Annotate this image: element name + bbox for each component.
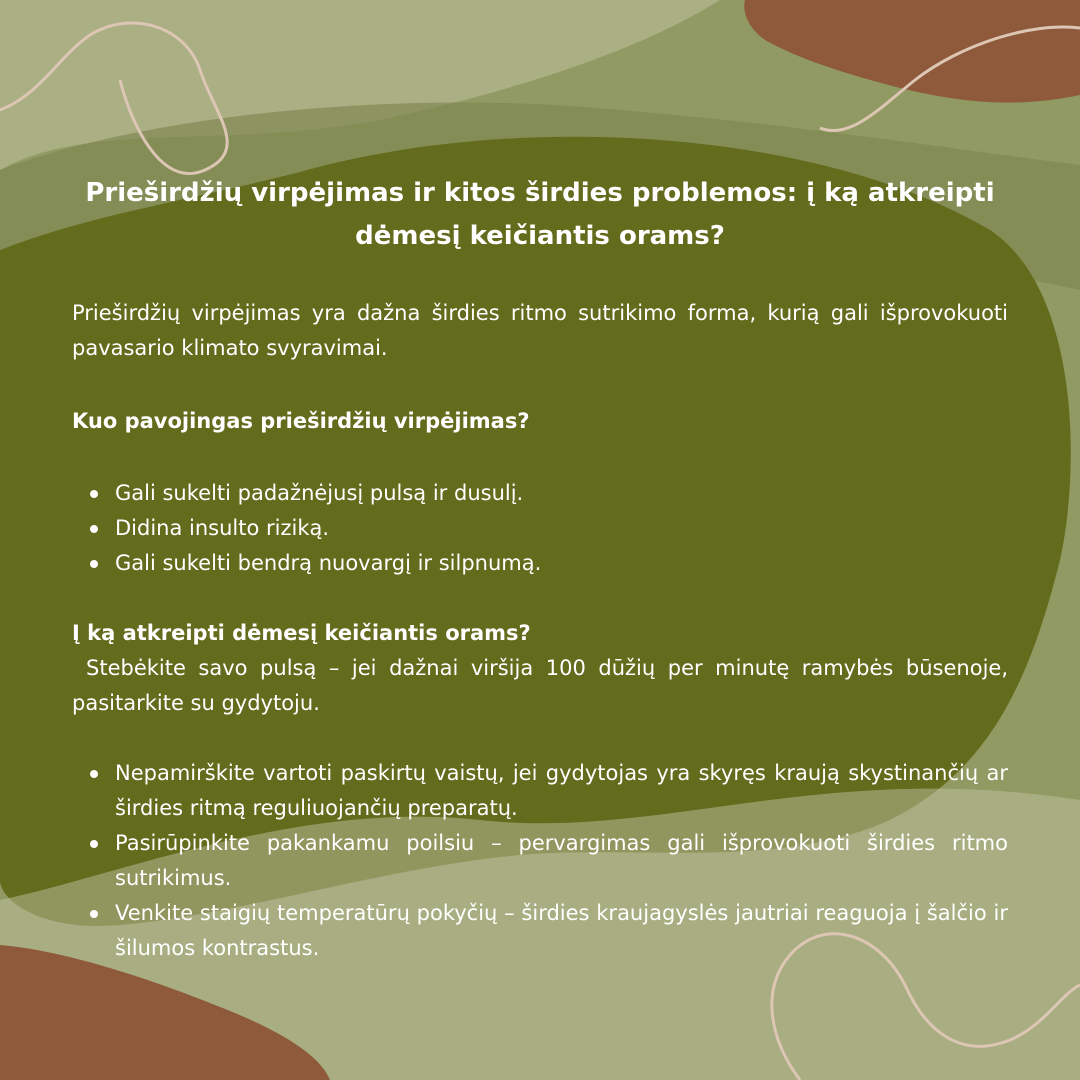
advice-paragraph: Stebėkite savo pulsą – jei dažnai viršija 100 dūžių per minutę ramybės būsenoje, pasitarkite su gydytoju. (72, 656, 1008, 715)
list-item: Gali sukelti padažnėjusį pulsą ir dusulį. (115, 476, 1008, 511)
advice-list (115, 756, 1008, 966)
page-title: Prieširdžių virpėjimas ir kitos širdies problemos: į ką atkreipti dėmesį keičiantis orams? (85, 178, 995, 251)
section-heading-danger: Kuo pavojingas prieširdžių virpėjimas? (72, 409, 530, 433)
list-item: Gali sukelti bendrą nuovargį ir silpnumą. (115, 546, 1008, 581)
danger-list (115, 476, 1008, 581)
list-item: Pasirūpinkite pakankamu poilsiu – pervargimas gali išprovokuoti širdies ritmo sutrikimus. (115, 826, 1008, 896)
list-item: Didina insulto riziką. (115, 511, 1008, 546)
intro-paragraph: Prieširdžių virpėjimas yra dažna širdies ritmo sutrikimo forma, kurią gali išprovokuoti pavasario klimato svyravimai. (72, 301, 1008, 360)
section-heading-advice: Į ką atkreipti dėmesį keičiantis orams? (72, 621, 531, 645)
list-item: Venkite staigių temperatūrų pokyčių – širdies kraujagyslės jautriai reaguoja į šalčio ir šilumos kontrastus. (115, 896, 1008, 966)
list-item: Nepamirškite vartoti paskirtų vaistų, jei gydytojas yra skyręs kraują skystinančių ar širdies ritmą reguliuojančių preparatų. (115, 756, 1008, 826)
